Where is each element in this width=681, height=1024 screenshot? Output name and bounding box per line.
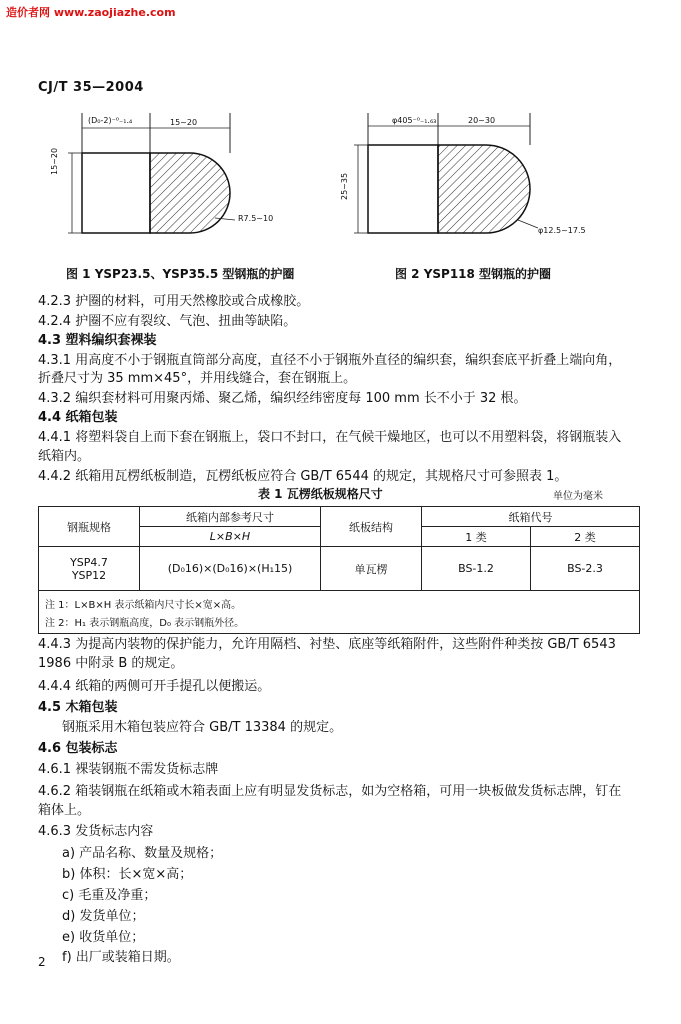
col-header-class1: 1 类 xyxy=(422,527,531,547)
list-item: b) 体积：长×宽×高； xyxy=(62,867,193,882)
fig1-width-dim: 15~20 xyxy=(170,118,198,127)
figure-2-drawing xyxy=(350,108,620,258)
table-note-2: 注 2：H₁ 表示钢瓶高度，D₀ 表示钢瓶外径。 xyxy=(45,617,245,629)
table-notes xyxy=(39,591,640,634)
para-4-3-1-line2: 折叠尺寸为 35 mm×45°，并用线缝合，套在钢瓶上。 xyxy=(38,371,357,386)
table-1-unit: 单位为毫米 xyxy=(553,491,603,502)
para-4-4-2: 4.4.2 纸箱用瓦楞纸板制造，瓦楞纸板应符合 GB/T 6544 的规定，其规格尺寸可参照表 1。 xyxy=(38,469,568,484)
table-cell-class1: BS-1.2 xyxy=(422,547,531,591)
heading-4-3: 4.3 塑料编织套裸装 xyxy=(38,333,157,348)
fig2-height-dim: 25~35 xyxy=(340,172,349,200)
fig2-radius-dim: φ12.5~17.5 xyxy=(538,226,586,235)
para-4-2-3: 4.2.3 护圈的材料，可用天然橡胶或合成橡胶。 xyxy=(38,294,310,309)
figure-1-drawing xyxy=(60,108,320,258)
spec-ysp12: YSP12 xyxy=(71,568,107,582)
site-watermark: 造价者网 www.zaojiazhe.com xyxy=(6,6,176,19)
table-row-spec xyxy=(39,547,140,591)
list-item: c) 毛重及净重； xyxy=(62,888,157,903)
col-header-inner: 纸箱内部参考尺寸 xyxy=(140,507,321,527)
heading-4-6: 4.6 包装标志 xyxy=(38,741,118,756)
page-number: 2 xyxy=(38,955,46,969)
para-4-6-2-line2: 箱体上。 xyxy=(38,803,91,818)
fig1-height-dim: 15~20 xyxy=(50,147,59,175)
para-4-4-1-line1: 4.4.1 将塑料袋自上而下套在钢瓶上，袋口不封口，在气候干燥地区，也可以不用塑料袋，将钢瓶装入 xyxy=(38,430,622,445)
para-4-5: 钢瓶采用木箱包装应符合 GB/T 13384 的规定。 xyxy=(62,720,343,735)
table-cell-class2: BS-2.3 xyxy=(531,547,640,591)
para-4-3-1-line1: 4.3.1 用高度不小于钢瓶直筒部分高度，直径不小于钢瓶外直径的编织套，编织套底平折叠上端向角， xyxy=(38,353,622,368)
list-item: a) 产品名称、数量及规格； xyxy=(62,846,223,861)
para-4-4-3-line2: 1986 中附录 B 的规定。 xyxy=(38,656,184,671)
para-4-4-3-line1: 4.4.3 为提高内装物的保护能力，允许用隔档、衬垫、底座等纸箱附件，这些附件种类按 GB/T 6543 xyxy=(38,637,616,652)
list-item: d) 发货单位； xyxy=(62,909,145,924)
col-header-inner-sub: L×B×H xyxy=(140,527,321,547)
table-1-title: 表 1 瓦楞纸板规格尺寸 xyxy=(258,487,383,501)
col-header-code: 纸箱代号 xyxy=(422,507,640,527)
list-item: f) 出厂或装箱日期。 xyxy=(62,950,180,965)
fig2-diameter-dim: φ405⁻⁰₋₁.₆₃ xyxy=(392,116,437,125)
standard-number: CJ/T 35—2004 xyxy=(38,80,144,95)
fig2-width-dim: 20~30 xyxy=(468,116,496,125)
para-4-6-3: 4.6.3 发货标志内容 xyxy=(38,824,154,839)
figure-1-caption: 图 1 YSP23.5、YSP35.5 型钢瓶的护圈 xyxy=(66,267,295,281)
col-header-class2: 2 类 xyxy=(531,527,640,547)
para-4-2-4: 4.2.4 护圈不应有裂纹、气泡、扭曲等缺陷。 xyxy=(38,314,297,329)
para-4-4-4: 4.4.4 纸箱的两侧可开手提孔以便搬运。 xyxy=(38,679,271,694)
heading-4-4: 4.4 纸箱包装 xyxy=(38,410,118,425)
list-item: e) 收货单位； xyxy=(62,930,145,945)
para-4-6-1: 4.6.1 裸装钢瓶不需发货标志牌 xyxy=(38,762,219,777)
fig1-radius-dim: R7.5~10 xyxy=(238,214,274,223)
para-4-4-1-line2: 纸箱内。 xyxy=(38,449,91,464)
col-header-board: 纸板结构 xyxy=(321,507,422,547)
table-cell-inner: (D₀16)×(D₀16)×(H₁15) xyxy=(140,547,321,591)
spec-ysp4-7: YSP4.7 xyxy=(70,555,108,569)
table-note-1: 注 1：L×B×H 表示纸箱内尺寸长×宽×高。 xyxy=(45,599,242,611)
table-cell-board: 单瓦楞 xyxy=(321,547,422,591)
fig1-diameter-dim: (D₀-2)⁻⁰₋₁.₄ xyxy=(88,116,133,125)
para-4-3-2: 4.3.2 编织套材料可用聚丙烯、聚乙烯，编织经纬密度每 100 mm 长不小于 32 根。 xyxy=(38,391,527,406)
table-1 xyxy=(38,506,640,634)
heading-4-5: 4.5 木箱包装 xyxy=(38,700,118,715)
para-4-6-2-line1: 4.6.2 箱装钢瓶在纸箱或木箱表面上应有明显发货标志，如为空格箱，可用一块板做发货标志牌，钉在 xyxy=(38,784,622,799)
figure-2-caption: 图 2 YSP118 型钢瓶的护圈 xyxy=(395,267,552,281)
col-header-spec: 钢瓶规格 xyxy=(39,507,140,547)
